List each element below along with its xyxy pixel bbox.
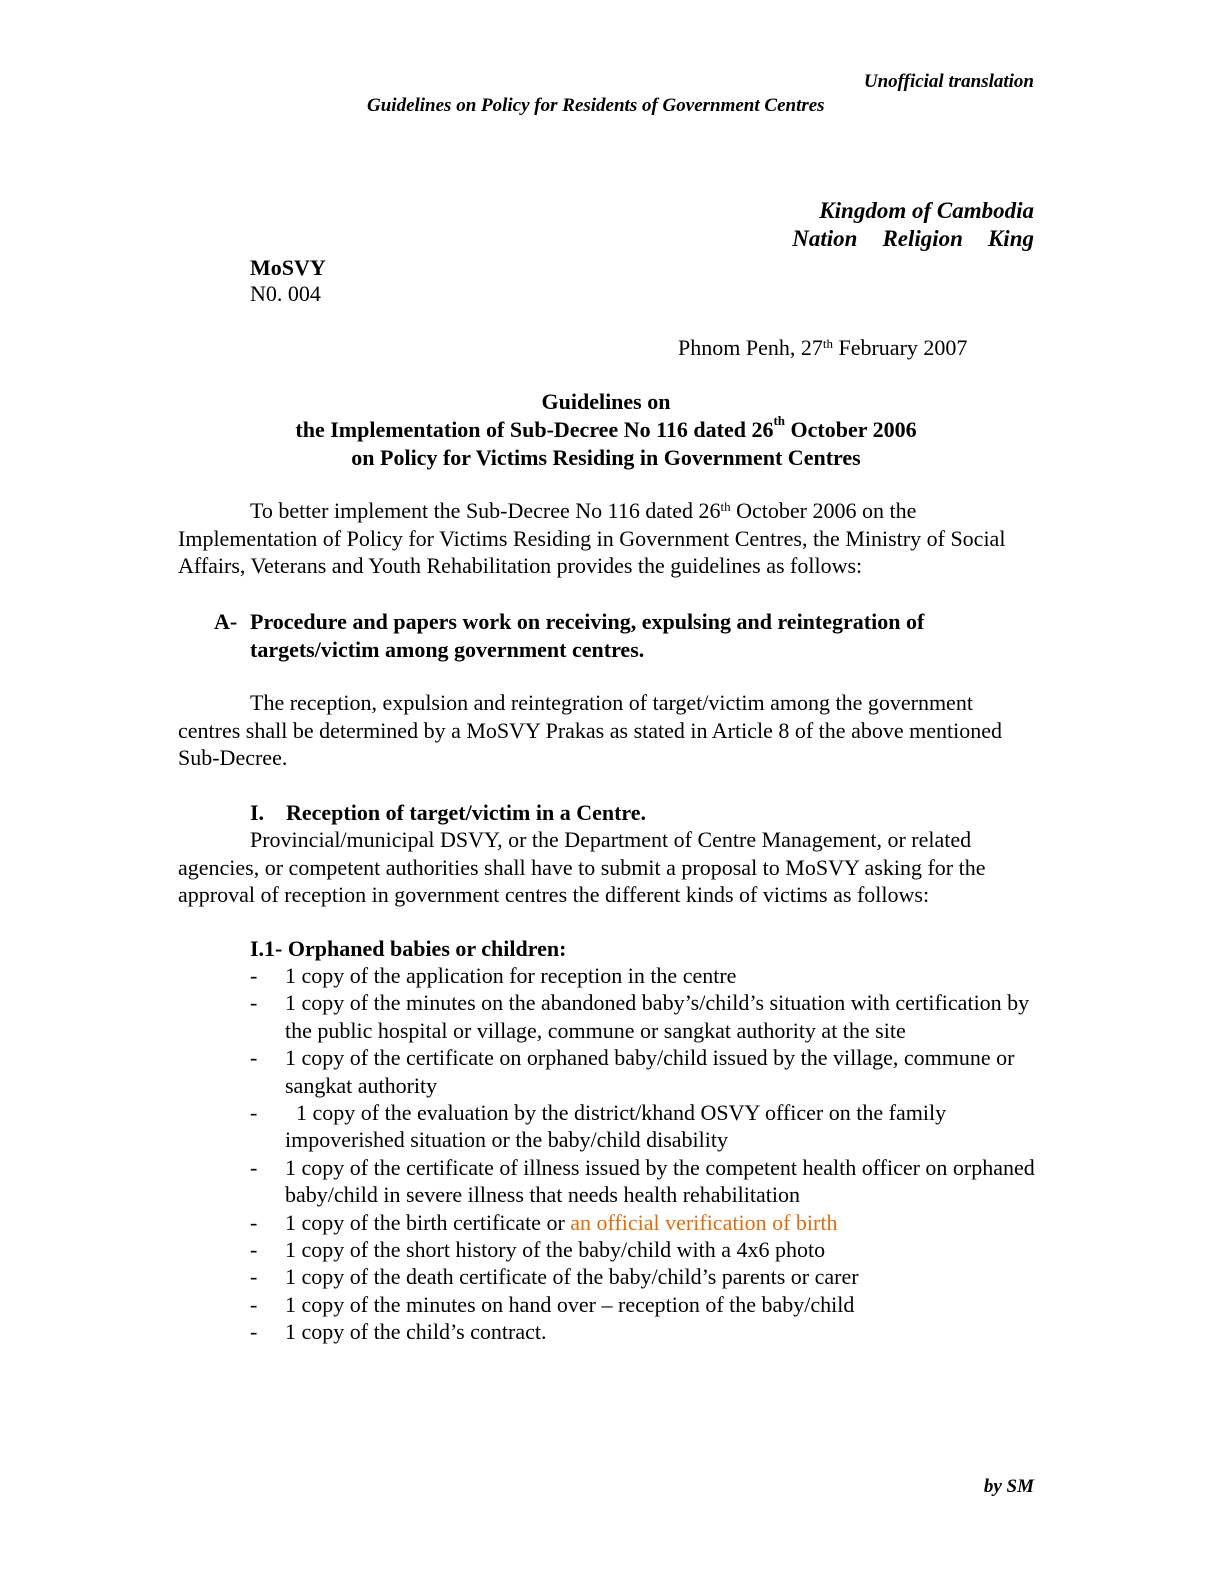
list-dash: - bbox=[250, 1264, 258, 1290]
required-documents-list bbox=[250, 962, 1040, 1346]
list-item-text: 1 copy of the certificate of illness issued by the competent health officer on orphaned baby/child in severe illness that needs health rehabilitation bbox=[285, 1154, 1035, 1208]
list-item-text: 1 copy of the child’s contract. bbox=[285, 1319, 547, 1345]
title-line-3: on Policy for Victims Residing in Government Centres bbox=[351, 445, 861, 470]
list-dash: - bbox=[250, 990, 258, 1016]
title-line-1: Guidelines on bbox=[541, 389, 671, 414]
section-a-marker: A- bbox=[214, 609, 238, 634]
list-item bbox=[250, 1099, 1040, 1154]
list-item-birth-certificate bbox=[250, 1209, 1040, 1236]
list-item-text: 1 copy of the application for reception in the centre bbox=[285, 963, 737, 988]
footer-author: by SM bbox=[983, 1476, 1034, 1497]
list-dash: - bbox=[250, 1291, 258, 1317]
ministry-name: MoSVY bbox=[250, 255, 326, 280]
list-item-text: 1 copy of the certificate on orphaned baby/child issued by the village, commune or sangkat authority bbox=[285, 1045, 1015, 1098]
document-number: N0. 004 bbox=[250, 281, 321, 306]
list-item bbox=[250, 1291, 1040, 1318]
highlighted-text: an official verification of birth bbox=[570, 1209, 838, 1235]
list-item bbox=[250, 1236, 1040, 1263]
list-dash: - bbox=[250, 1100, 258, 1126]
list-dash: - bbox=[250, 1237, 258, 1263]
date-prefix: Phnom Penh, 27 bbox=[678, 335, 823, 360]
section-i-marker: I. bbox=[250, 800, 265, 825]
motto-nation: Nation bbox=[792, 226, 858, 251]
list-item bbox=[250, 989, 1040, 1044]
list-dash: - bbox=[250, 963, 258, 988]
section-a-heading-line-2: targets/victim among government centres. bbox=[250, 637, 645, 662]
list-item bbox=[250, 1263, 1040, 1290]
intro-sup: th bbox=[720, 499, 731, 514]
section-a-heading-line-1: Procedure and papers work on receiving, expulsing and reintegration of bbox=[250, 609, 925, 634]
list-item bbox=[250, 1154, 1040, 1209]
title-line-2-a: the Implementation of Sub-Decree No 116 dated 26 bbox=[295, 417, 774, 442]
section-i1-heading: I.1- Orphaned babies or children: bbox=[250, 936, 567, 961]
list-item-text: 1 copy of the evaluation by the district/khand OSVY officer on the family impoverished situation or the baby/child disability bbox=[285, 1100, 952, 1153]
list-dash: - bbox=[250, 1319, 258, 1345]
running-title: Guidelines on Policy for Residents of Government Centres bbox=[367, 95, 825, 116]
list-dash: - bbox=[250, 1154, 258, 1180]
motto-religion: Religion bbox=[882, 226, 963, 251]
intro-a: To better implement the Sub-Decree No 116 dated 26 bbox=[250, 498, 721, 523]
title-line-2 bbox=[0, 413, 1212, 443]
section-i-heading: Reception of target/victim in a Centre. bbox=[286, 800, 647, 825]
list-item-text: 1 copy of the minutes on the abandoned baby’s/child’s situation with certification by the public hospital or village, commune or sangkat authority at the site bbox=[285, 990, 1030, 1043]
list-item-text: 1 copy of the short history of the baby/child with a 4x6 photo bbox=[285, 1237, 826, 1263]
list-item bbox=[250, 1044, 1040, 1099]
title-line-2-sup: th bbox=[773, 413, 786, 428]
section-a-paragraph: The reception, expulsion and reintegration of target/victim among the government centres shall be determined by a MoSVY Prakas as stated in Article 8 of the above mentioned Sub-Decree. bbox=[178, 690, 1002, 770]
intro-paragraph bbox=[178, 497, 1038, 580]
document-date bbox=[678, 334, 967, 362]
title-line-2-b: October 2006 bbox=[785, 417, 917, 442]
intro-b: October 2006 on the Implementation of Policy for Victims Residing in Government Centres, the Ministry of Social Affairs, Veterans and Youth Rehabilitation provides the guidelines as follows: bbox=[178, 498, 1006, 578]
list-item-text: 1 copy of the death certificate of the baby/child’s parents or carer bbox=[285, 1264, 859, 1290]
date-suffix: February 2007 bbox=[832, 335, 968, 360]
kingdom-name: Kingdom of Cambodia bbox=[819, 198, 1034, 223]
list-item bbox=[250, 1318, 1040, 1345]
date-sup: th bbox=[822, 336, 833, 351]
state-motto bbox=[792, 226, 1034, 252]
section-i-paragraph: Provincial/municipal DSVY, or the Department of Centre Management, or related agencies, or competent authorities shall have to submit a proposal to MoSVY asking for the approval of reception in government centres the different kinds of victims as follows: bbox=[178, 827, 986, 907]
motto-king: King bbox=[987, 226, 1034, 251]
list-dash: - bbox=[250, 1209, 258, 1235]
list-item bbox=[250, 962, 1040, 989]
list-item-text: 1 copy of the minutes on hand over – reception of the baby/child bbox=[285, 1291, 855, 1317]
unofficial-translation-note: Unofficial translation bbox=[863, 71, 1034, 92]
list-item-text: 1 copy of the birth certificate or bbox=[285, 1209, 571, 1235]
list-dash: - bbox=[250, 1045, 258, 1071]
